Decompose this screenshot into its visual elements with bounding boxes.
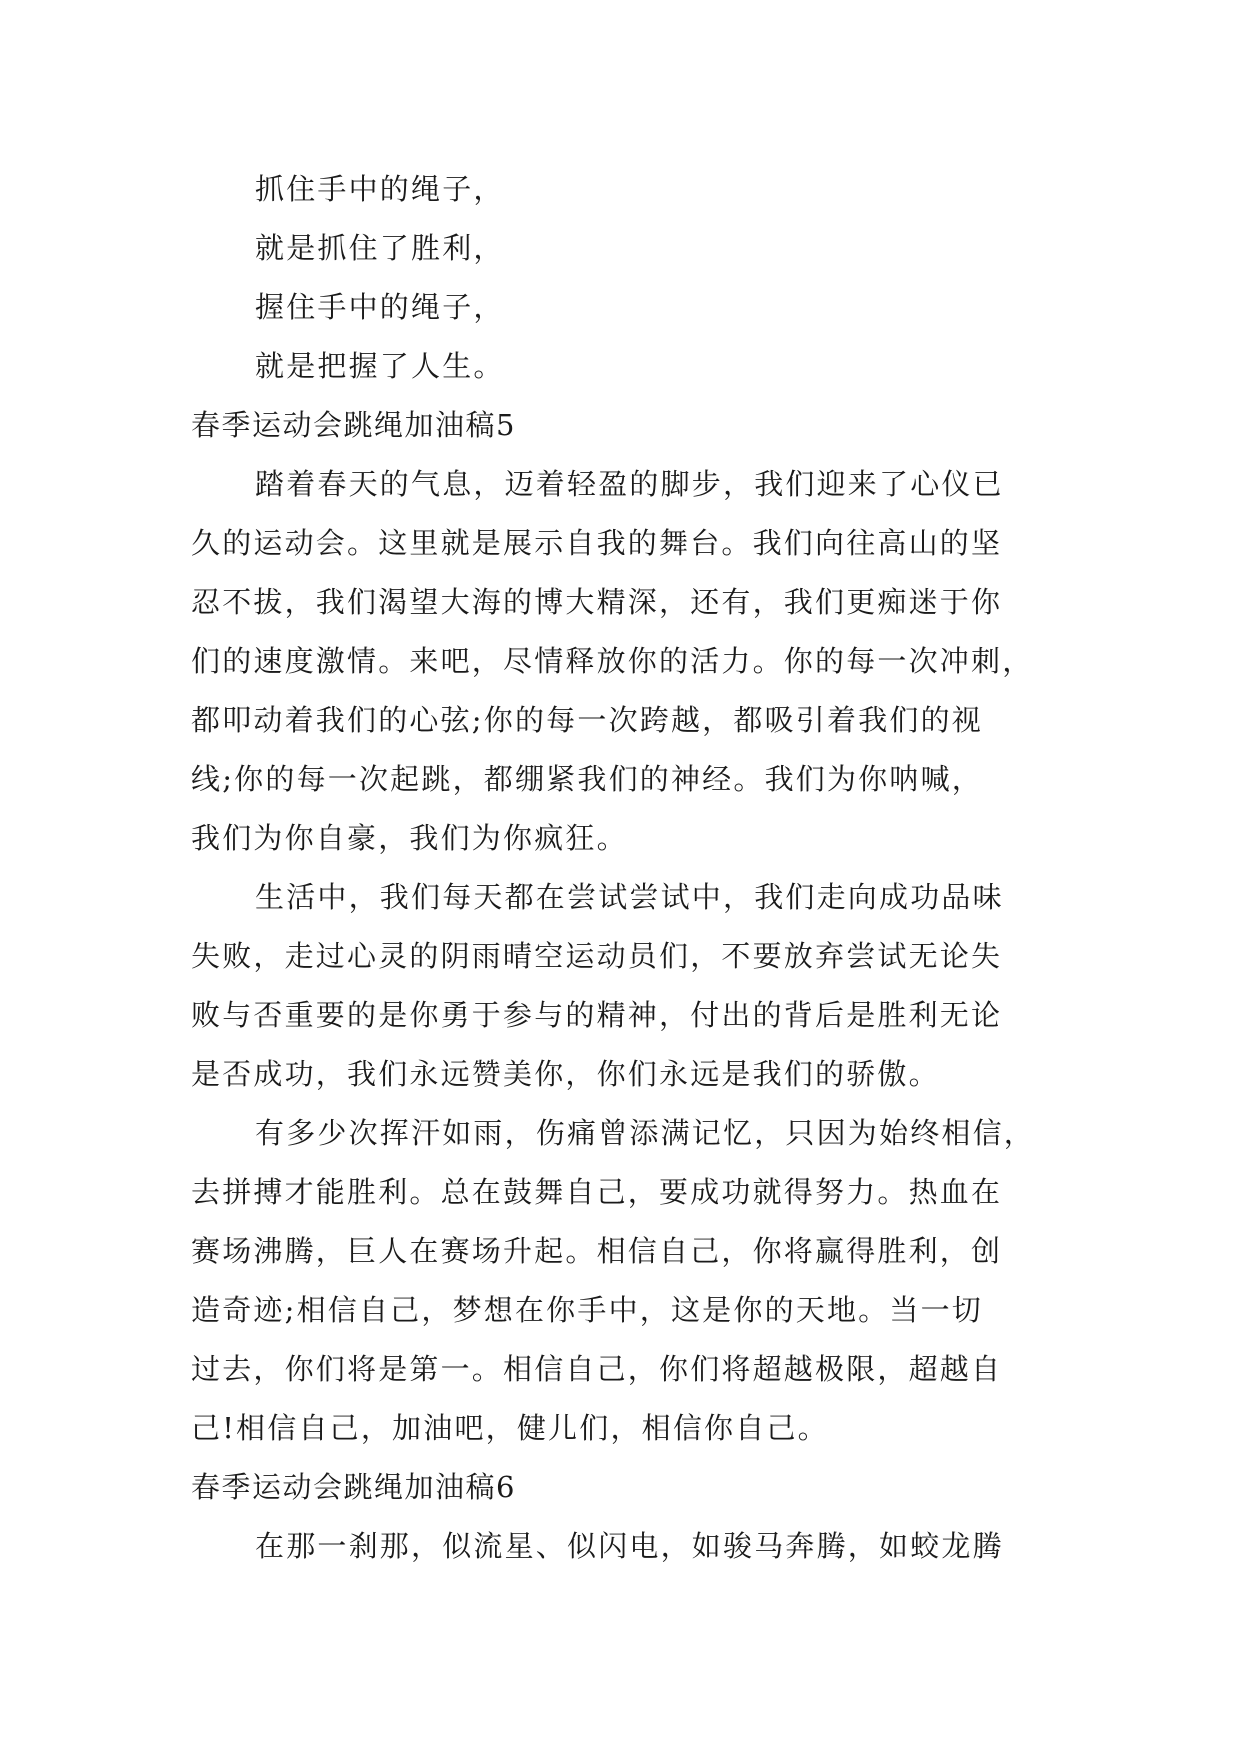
paragraph bbox=[191, 868, 1051, 1104]
poem-line: 就是把握了人生。 bbox=[255, 349, 505, 383]
paragraph-line: 生活中，我们每天都在尝试尝试中，我们走向成功品味 bbox=[255, 880, 1004, 914]
paragraph-line: 都叩动着我们的心弦;你的每一次跨越，都吸引着我们的视 bbox=[191, 703, 983, 737]
document-body bbox=[191, 160, 1051, 1576]
paragraph-line: 们的速度激情。来吧，尽情释放你的活力。你的每一次冲刺， bbox=[191, 644, 1034, 678]
paragraph-line: 久的运动会。这里就是展示自我的舞台。我们向往高山的坚 bbox=[191, 526, 1003, 560]
paragraph bbox=[191, 1104, 1051, 1458]
paragraph-line: 过去，你们将是第一。相信自己，你们将超越极限，超越自 bbox=[191, 1352, 1003, 1386]
paragraph-line: 去拼搏才能胜利。总在鼓舞自己，要成功就得努力。热血在 bbox=[191, 1175, 1003, 1209]
section-heading: 春季运动会跳绳加油稿5 bbox=[191, 408, 516, 442]
paragraph bbox=[191, 1517, 1051, 1576]
paragraph bbox=[191, 455, 1051, 868]
paragraph-line: 在那一刹那，似流星、似闪电，如骏马奔腾，如蛟龙腾 bbox=[255, 1529, 1004, 1563]
poem-block bbox=[191, 160, 1051, 396]
poem-line: 握住手中的绳子， bbox=[255, 290, 505, 324]
paragraph-line: 我们为你自豪，我们为你疯狂。 bbox=[191, 821, 628, 855]
paragraph-line: 是否成功，我们永远赞美你，你们永远是我们的骄傲。 bbox=[191, 1057, 940, 1091]
paragraph-line: 赛场沸腾，巨人在赛场升起。相信自己，你将赢得胜利，创 bbox=[191, 1234, 1003, 1268]
paragraph-line: 败与否重要的是你勇于参与的精神，付出的背后是胜利无论 bbox=[191, 998, 1003, 1032]
paragraph-line: 造奇迹;相信自己，梦想在你手中，这是你的天地。当一切 bbox=[191, 1293, 983, 1327]
paragraph-line: 失败，走过心灵的阴雨晴空运动员们，不要放弃尝试无论失 bbox=[191, 939, 1003, 973]
paragraph-line: 有多少次挥汗如雨，伤痛曾添满记忆，只因为始终相信， bbox=[255, 1116, 1036, 1150]
poem-line: 抓住手中的绳子， bbox=[255, 172, 505, 206]
paragraph-line: 忍不拔，我们渴望大海的博大精深，还有，我们更痴迷于你 bbox=[191, 585, 1003, 619]
paragraph-line: 线;你的每一次起跳，都绷紧我们的神经。我们为你呐喊， bbox=[191, 762, 983, 796]
poem-line: 就是抓住了胜利， bbox=[255, 231, 505, 265]
paragraph-line: 己!相信自己，加油吧，健儿们，相信你自己。 bbox=[191, 1411, 829, 1445]
section-heading: 春季运动会跳绳加油稿6 bbox=[191, 1470, 516, 1504]
paragraph-line: 踏着春天的气息，迈着轻盈的脚步，我们迎来了心仪已 bbox=[255, 467, 1004, 501]
